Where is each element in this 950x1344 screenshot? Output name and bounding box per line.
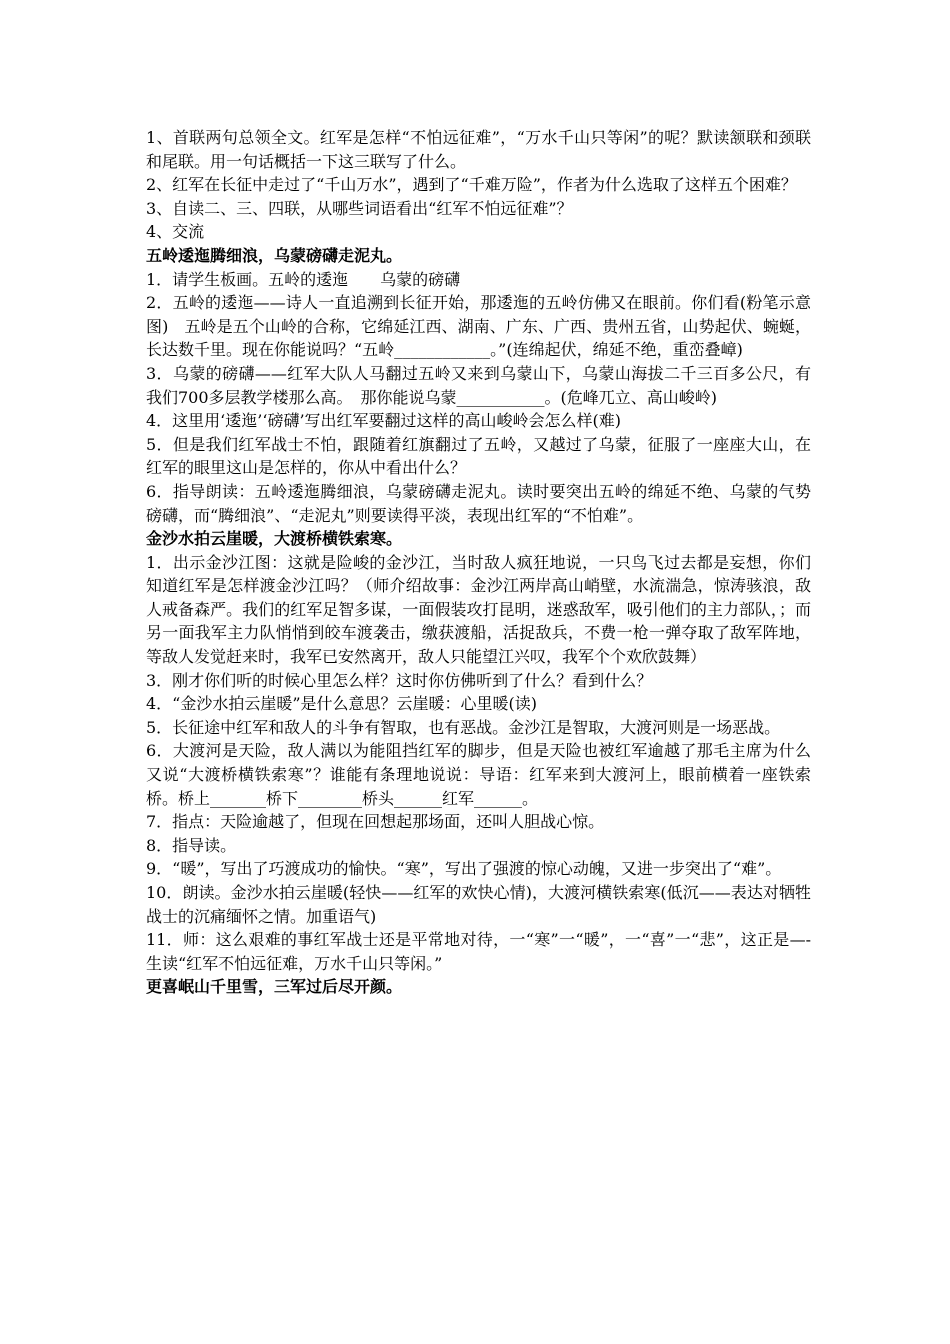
jinsha-step-6: 6．大渡河是天险，敌人满以为能阻挡红军的脚步，但是天险也被红军逾越了那毛主席为什么又说“大渡桥横铁索寒”？谁能有条理地说说：导语：红军来到大渡河上，眼前横着一座铁索桥。桥上_______桥下________桥头______红军______。 <box>146 741 811 808</box>
document-body <box>146 126 811 999</box>
jinsha-step-1: 1．出示金沙江图：这就是险峻的金沙江，当时敌人疯狂地说，一只鸟飞过去都是妄想，你们知道红军是怎样渡金沙江吗？（师介绍故事：金沙江两岸高山峭壁，水流湍急，惊涛骇浪，敌人戒备森严。我们的红军足智多谋，一面假装攻打昆明，迷惑敌军，吸引他们的主力部队，；而另一面我军主力队悄悄到皎车渡袭击，缴获渡船，活捉敌兵，不费一枪一弹夺取了敌军阵地，等敌人发觉赶来时，我军已安然离开，敌人只能望江兴叹，我军个个欢欣鼓舞） <box>146 552 811 667</box>
wuling-step-2: 2．五岭的逶迤——诗人一直追溯到长征开始，那逶迤的五岭仿佛又在眼前。你们看(粉笔示意图) 五岭是五个山岭的合称，它绵延江西、湖南、广东、广西、贵州五省，山势起伏、蜿蜒，长达数千里。现在你能说吗？“五岭____________。”(连绵起伏，绵延不绝，重峦叠嶂) <box>146 293 811 360</box>
wuling-step-1: 1．请学生板画。五岭的逶迤 乌蒙的磅礴 <box>146 269 461 289</box>
jinsha-step-7: 7．指点：天险逾越了，但现在回想起那场面，还叫人胆战心惊。 <box>146 812 605 832</box>
jinsha-step-11: 11．师：这么艰难的事红军战士还是平常地对待，一“寒”一“暖”，一“喜”一“悲”，这正是—-生读“红军不怕远征难，万水千山只等闲。” <box>146 930 811 973</box>
jinsha-step-4: 4．“金沙水拍云崖暖”是什么意思？云崖暖：心里暖(读) <box>146 694 538 714</box>
question-1: 1、首联两句总领全文。红军是怎样“不怕远征难”，“万水千山只等闲”的呢？默读颔联和颈联和尾联。用一句话概括一下这三联写了什么。 <box>146 128 811 171</box>
jinsha-step-3: 3．刚才你们听的时候心里怎么样？这时你仿佛听到了什么？看到什么？ <box>146 670 653 690</box>
jinsha-step-8: 8．指导读。 <box>146 835 237 855</box>
question-2: 2、红军在长征中走过了“千山万水”，遇到了“千难万险”，作者为什么选取了这样五个困难？ <box>146 175 797 195</box>
wuling-step-5: 5．但是我们红军战士不怕，跟随着红旗翻过了五岭，又越过了乌蒙，征服了一座座大山，在红军的眼里这山是怎样的，你从中看出什么？ <box>146 434 811 478</box>
exchange-label: 4、交流 <box>146 222 205 242</box>
question-3: 3、自读二、三、四联，从哪些词语看出“红军不怕远征难”？ <box>146 198 573 218</box>
poem-line-jinsha-heading: 金沙水拍云崖暖，大渡桥横铁索寒。 <box>146 529 403 549</box>
wuling-step-6: 6．指导朗读：五岭逶迤腾细浪，乌蒙磅礴走泥丸。读时要突出五岭的绵延不绝、乌蒙的气势磅礴，而“腾细浪”、“走泥丸”则要读得平淡，表现出红军的“不怕难”。 <box>146 481 811 525</box>
jinsha-step-5: 5．长征途中红军和敌人的斗争有智取，也有恶战。金沙江是智取，大渡河则是一场恶战。 <box>146 717 781 737</box>
wuling-step-4: 4．这里用‘逶迤’‘磅礴’写出红军要翻过这样的高山峻岭会怎么样(难) <box>146 411 622 431</box>
jinsha-step-10: 10．朗读。金沙水拍云崖暖(轻快——红军的欢快心情)，大渡河横铁索寒(低沉——表达对牺牲战士的沉痛缅怀之情。加重语气) <box>146 883 811 926</box>
poem-line-minshan-heading: 更喜岷山千里雪，三军过后尽开颜。 <box>146 977 403 997</box>
wuling-step-3: 3．乌蒙的磅礴——红军大队人马翻过五岭又来到乌蒙山下，乌蒙山海拔二千三百多公尺，有我们700多层教学楼那么高。 那你能说乌蒙___________。(危峰兀立、高山峻岭) <box>146 363 811 407</box>
jinsha-step-9: 9．“暖”，写出了巧渡成功的愉快。“寒”，写出了强渡的惊心动魄，又进一步突出了“难”。 <box>146 859 782 879</box>
poem-line-wuling-heading: 五岭逶迤腾细浪，乌蒙磅礴走泥丸。 <box>146 245 403 265</box>
